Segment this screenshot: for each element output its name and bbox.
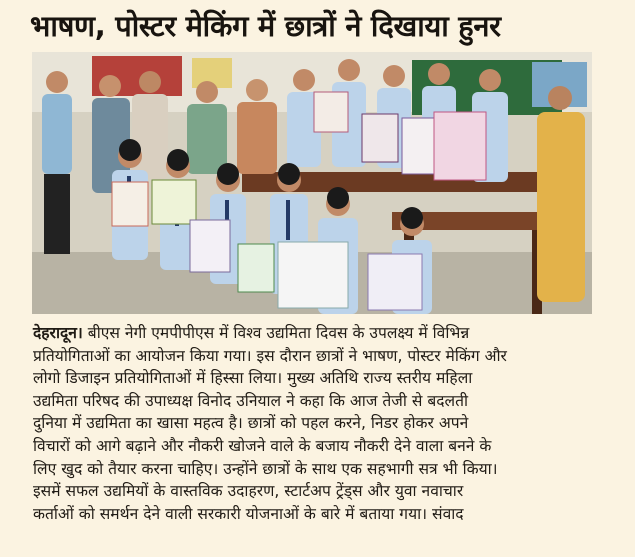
article-line-4: उद्यमिता परिषद की उपाध्यक्ष विनोद उनियाल ने कहा कि आज तेजी से बदलती bbox=[33, 391, 469, 410]
article-line-3: लोगो डिजाइन प्रतियोगिताओं में हिस्सा लिया। मुख्य अतिथि राज्य स्तरीय महिला bbox=[33, 369, 473, 388]
classroom-photo bbox=[32, 52, 592, 314]
article-line-1 bbox=[33, 322, 603, 345]
article-line-7: लिए खुद को तैयार करना चाहिए। उन्होंने छात्रों के साथ एक सहभागी सत्र भी किया। bbox=[33, 459, 498, 478]
article-line-9 bbox=[33, 503, 603, 526]
article-line-5: दुनिया में उद्यमिता का खासा महत्व है। छात्रों को पहल करने, निडर होकर अपने bbox=[33, 414, 469, 433]
article-line-2: प्रतियोगिताओं का आयोजन किया गया। इस दौरान छात्रों ने भाषण, पोस्टर मेकिंग और bbox=[33, 346, 507, 365]
article-line-6: विचारों को आगे बढ़ाने और नौकरी खोजने वाले के बजाय नौकरी देने वाला बनने के bbox=[33, 436, 492, 455]
headline: भाषण, पोस्टर मेकिंग में छात्रों ने दिखाया हुनर bbox=[30, 9, 501, 43]
article-text: बीएस नेगी एमपीपीएस में विश्व उद्यमिता दिवस के उपलक्ष्य में विभिन्न bbox=[82, 324, 470, 342]
article-text: कर्ताओं को समर्थन देने वाली सरकारी योजनाओं के बारे में बताया गया। bbox=[33, 504, 428, 523]
article-body bbox=[33, 322, 603, 525]
dateline: देहरादून। bbox=[33, 324, 83, 342]
byline: संवाद bbox=[432, 504, 464, 523]
article-line-8: इसमें सफल उद्यमियों के वास्तविक उदाहरण, स्टार्टअप ट्रेंड्स और युवा नवाचार bbox=[33, 482, 464, 501]
classroom-photo-icon bbox=[32, 52, 592, 314]
